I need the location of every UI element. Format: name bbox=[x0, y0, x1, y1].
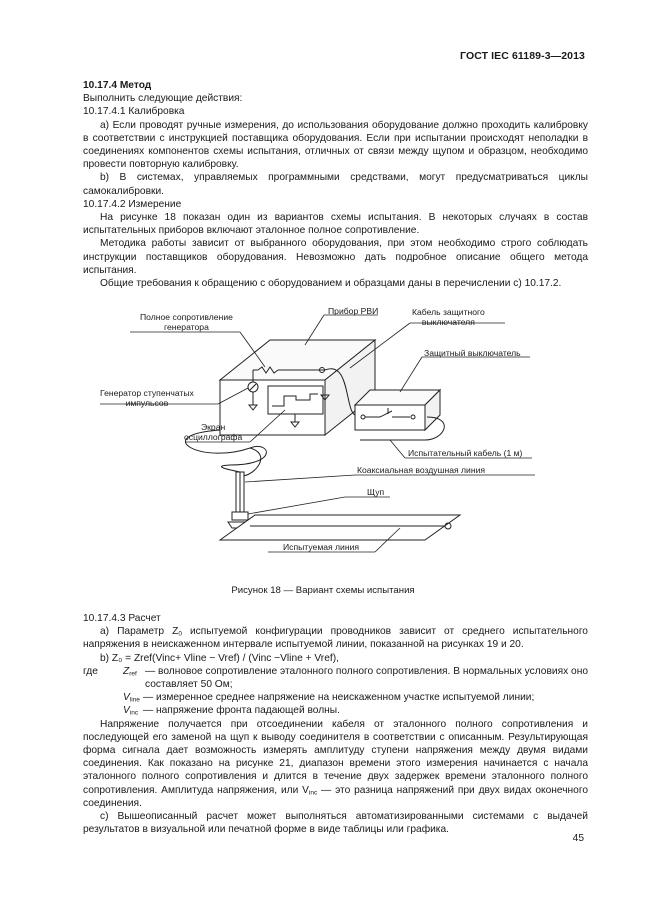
standard-header: ГОСТ IEC 61189-3—2013 bbox=[460, 50, 585, 62]
calculation-formula: b) Z₀ = Zref(Vinc+ Vline − Vref) / (Vinc −Vline + Vref), bbox=[100, 652, 339, 664]
measurement-p1: На рисунке 18 показан один из вариантов схемы испытания. В некоторых случаях в состав испытательных приборов включают эталонное полное сопротивление. bbox=[83, 212, 588, 237]
label-step-generator: Генератор ступенчатых импульсов bbox=[100, 388, 194, 408]
section-method bbox=[83, 79, 588, 290]
probe-icon bbox=[232, 512, 248, 520]
voltage-paragraph: Напряжение получается при отсоединении кабеля от эталонного полного сопротивления и последующей его заменой на щуп к выводу соединителя в соответствии с описанным. Результирующая форма сигнала дает возможность измерять амплитуду ступени напряжения между двумя видами соединения. Как показано на рисунке 21, диапазон времени этого измерения начинается с начала эталонного полного сопротивления и длится в течение двух задержек времени эталонного полного сопротивления. Амплитуда напряжения, или $V_{inc}$ — это разница напряжений при двух видах оконечного соединения. bbox=[83, 718, 588, 809]
calculation-c: с) Вышеописанный расчет может выполняться автоматизированными системами с выдачей результатов в визуальной или печатной форме в виде таблицы или графика. bbox=[83, 811, 588, 836]
label-coax-line: Коаксиальная воздушная линия bbox=[357, 465, 486, 475]
calculation-a: a) Параметр $Z_0$ испытуемой конфигурации проводников зависит от среднего испытательного напряжения в неискаженном интервале испытуемой линии, показанной на рисунках 19 и 20. bbox=[83, 626, 588, 651]
calculation-title: 10.17.4.3 Расчет bbox=[83, 613, 161, 624]
label-full-resistance: Полное сопротивление генератора bbox=[140, 312, 233, 332]
label-test-line: Испытуемая линия bbox=[283, 542, 360, 552]
label-switch-cable: Кабель защитного выключателя bbox=[412, 307, 485, 327]
measurement-p3: Общие требования к обращению с оборудованием и образцами даны в перечислении с) 10.17.2. bbox=[100, 278, 562, 290]
label-probe: Щуп bbox=[367, 487, 385, 497]
def-zref: где $Z_{ref}$ — волновое сопротивление эталонного полного сопротивления. В нормальных условиях оно составляет 50 Ом; bbox=[83, 665, 588, 691]
measurement-title: 10.17.4.2 Измерение bbox=[83, 198, 182, 210]
test-setup-diagram bbox=[100, 300, 550, 570]
def-vline: $V_{line}$ — измеренное среднее напряжение на неискаженном участке испытуемой линии; bbox=[123, 692, 535, 704]
label-test-cable: Испытательный кабель (1 м) bbox=[408, 448, 523, 458]
intro-text: Выполнить следующие действия: bbox=[83, 93, 243, 105]
label-protective-switch: Защитный выключатель bbox=[424, 348, 521, 358]
page-number: 45 bbox=[572, 833, 584, 844]
test-line-board bbox=[220, 515, 460, 540]
calibration-b: b) В системах, управляемых программными средствами, могут предусматриваться циклы самокалибровки. bbox=[83, 172, 588, 197]
calibration-title: 10.17.4.1 Калибровка bbox=[83, 106, 185, 118]
def-vinc: $V_{inc}$ — напряжение фронта падающей волны. bbox=[123, 705, 340, 717]
measurement-p2: Методика работы зависит от выбранного оборудования, при этом необходимо строго соблюдать инструкции поставщиков оборудования. Невозможно дать подробное описание общего метода испытания. bbox=[83, 238, 588, 276]
label-tdr-instrument: Прибор РВИ bbox=[328, 306, 379, 316]
section-title: 10.17.4 Метод bbox=[83, 80, 152, 91]
section-calculation bbox=[83, 612, 588, 836]
protective-switch-icon bbox=[355, 390, 440, 430]
label-oscilloscope-screen: Экран осциллографа bbox=[184, 422, 243, 442]
figure-caption: Рисунок 18 — Вариант схемы испытания bbox=[231, 585, 415, 596]
calibration-a: а) Если проводят ручные измерения, до использования оборудование должно проходить калибровку в соответствии с инструкцией поставщика оборудования. Если при испытании происходят неполадки в соединениях компонентов схемы испытания, отличных от связи между щупом и образцом, необходимо провести повторную калибровку. bbox=[83, 119, 588, 171]
tdr-instrument-icon bbox=[220, 340, 375, 435]
